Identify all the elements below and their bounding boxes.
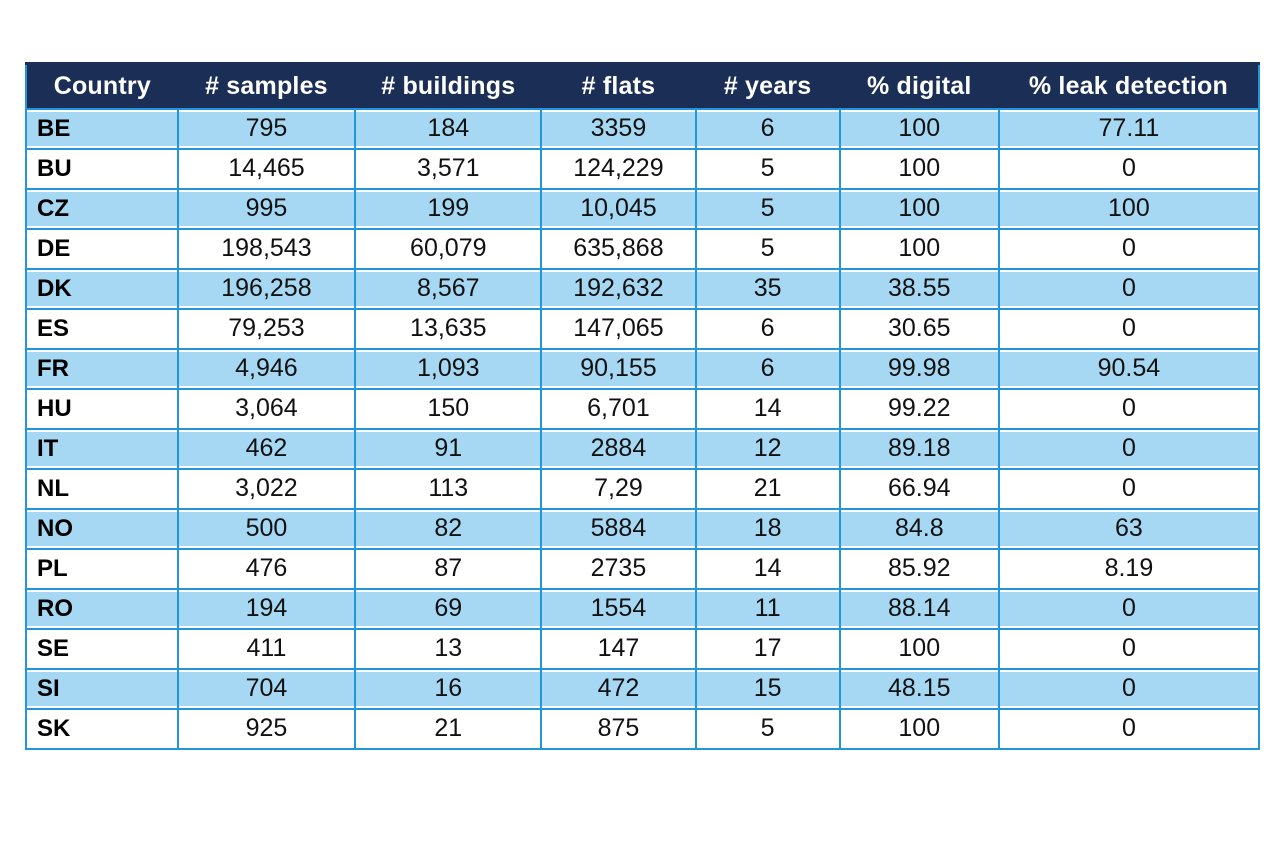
table-row <box>26 509 1259 549</box>
buildings-cell: 82 <box>355 509 541 549</box>
table-row <box>26 629 1259 669</box>
digital-cell: 100 <box>840 229 999 269</box>
column-header-country: Country <box>26 64 178 109</box>
table-row <box>26 309 1259 349</box>
years-cell: 14 <box>696 549 840 589</box>
samples-cell: 925 <box>178 709 356 749</box>
country-cell: IT <box>26 429 178 469</box>
flats-cell: 10,045 <box>541 189 695 229</box>
digital-cell: 88.14 <box>840 589 999 629</box>
buildings-cell: 113 <box>355 469 541 509</box>
country-cell: CZ <box>26 189 178 229</box>
leak-detection-cell: 0 <box>999 669 1259 709</box>
years-cell: 5 <box>696 709 840 749</box>
samples-cell: 198,543 <box>178 229 356 269</box>
buildings-cell: 8,567 <box>355 269 541 309</box>
country-cell: DE <box>26 229 178 269</box>
buildings-cell: 87 <box>355 549 541 589</box>
leak-detection-cell: 0 <box>999 469 1259 509</box>
leak-detection-cell: 0 <box>999 149 1259 189</box>
samples-cell: 194 <box>178 589 356 629</box>
table-row <box>26 429 1259 469</box>
years-cell: 6 <box>696 109 840 149</box>
years-cell: 15 <box>696 669 840 709</box>
flats-cell: 2884 <box>541 429 695 469</box>
flats-cell: 7,29 <box>541 469 695 509</box>
buildings-cell: 184 <box>355 109 541 149</box>
digital-cell: 100 <box>840 189 999 229</box>
leak-detection-cell: 0 <box>999 429 1259 469</box>
table-row <box>26 349 1259 389</box>
digital-cell: 100 <box>840 629 999 669</box>
digital-cell: 99.22 <box>840 389 999 429</box>
buildings-cell: 91 <box>355 429 541 469</box>
buildings-cell: 3,571 <box>355 149 541 189</box>
country-cell: SI <box>26 669 178 709</box>
buildings-cell: 13,635 <box>355 309 541 349</box>
column-header-buildings: # buildings <box>355 64 541 109</box>
digital-cell: 38.55 <box>840 269 999 309</box>
leak-detection-cell: 0 <box>999 269 1259 309</box>
table-row <box>26 549 1259 589</box>
leak-detection-cell: 100 <box>999 189 1259 229</box>
digital-cell: 100 <box>840 149 999 189</box>
leak-detection-cell: 0 <box>999 709 1259 749</box>
samples-cell: 14,465 <box>178 149 356 189</box>
years-cell: 17 <box>696 629 840 669</box>
flats-cell: 875 <box>541 709 695 749</box>
column-header-samples: # samples <box>178 64 356 109</box>
leak-detection-cell: 0 <box>999 389 1259 429</box>
digital-cell: 85.92 <box>840 549 999 589</box>
flats-cell: 6,701 <box>541 389 695 429</box>
flats-cell: 147,065 <box>541 309 695 349</box>
table-row <box>26 269 1259 309</box>
samples-cell: 500 <box>178 509 356 549</box>
digital-cell: 100 <box>840 109 999 149</box>
country-cell: RO <box>26 589 178 629</box>
table-row <box>26 589 1259 629</box>
column-header-years: # years <box>696 64 840 109</box>
country-cell: NO <box>26 509 178 549</box>
digital-cell: 100 <box>840 709 999 749</box>
flats-cell: 2735 <box>541 549 695 589</box>
table-body <box>26 109 1259 749</box>
country-cell: ES <box>26 309 178 349</box>
flats-cell: 3359 <box>541 109 695 149</box>
years-cell: 12 <box>696 429 840 469</box>
column-header-digital: % digital <box>840 64 999 109</box>
buildings-cell: 60,079 <box>355 229 541 269</box>
buildings-cell: 150 <box>355 389 541 429</box>
digital-cell: 48.15 <box>840 669 999 709</box>
flats-cell: 147 <box>541 629 695 669</box>
leak-detection-cell: 0 <box>999 309 1259 349</box>
years-cell: 5 <box>696 189 840 229</box>
country-cell: SK <box>26 709 178 749</box>
years-cell: 11 <box>696 589 840 629</box>
digital-cell: 89.18 <box>840 429 999 469</box>
years-cell: 18 <box>696 509 840 549</box>
years-cell: 6 <box>696 349 840 389</box>
country-cell: NL <box>26 469 178 509</box>
flats-cell: 635,868 <box>541 229 695 269</box>
years-cell: 5 <box>696 149 840 189</box>
country-cell: HU <box>26 389 178 429</box>
country-cell: BU <box>26 149 178 189</box>
table-row <box>26 229 1259 269</box>
leak-detection-cell: 0 <box>999 589 1259 629</box>
country-data-table <box>25 62 1260 750</box>
table-row <box>26 669 1259 709</box>
leak-detection-cell: 63 <box>999 509 1259 549</box>
samples-cell: 476 <box>178 549 356 589</box>
flats-cell: 1554 <box>541 589 695 629</box>
table-row <box>26 149 1259 189</box>
samples-cell: 795 <box>178 109 356 149</box>
leak-detection-cell: 0 <box>999 229 1259 269</box>
samples-cell: 3,022 <box>178 469 356 509</box>
table-header <box>26 64 1259 109</box>
flats-cell: 472 <box>541 669 695 709</box>
samples-cell: 462 <box>178 429 356 469</box>
years-cell: 5 <box>696 229 840 269</box>
flats-cell: 124,229 <box>541 149 695 189</box>
country-cell: PL <box>26 549 178 589</box>
flats-cell: 5884 <box>541 509 695 549</box>
years-cell: 35 <box>696 269 840 309</box>
samples-cell: 79,253 <box>178 309 356 349</box>
country-cell: DK <box>26 269 178 309</box>
leak-detection-cell: 8.19 <box>999 549 1259 589</box>
table-row <box>26 389 1259 429</box>
country-cell: BE <box>26 109 178 149</box>
years-cell: 6 <box>696 309 840 349</box>
table-row <box>26 189 1259 229</box>
samples-cell: 196,258 <box>178 269 356 309</box>
flats-cell: 90,155 <box>541 349 695 389</box>
column-header-leak-detection: % leak detection <box>999 64 1259 109</box>
country-cell: FR <box>26 349 178 389</box>
leak-detection-cell: 0 <box>999 629 1259 669</box>
years-cell: 14 <box>696 389 840 429</box>
buildings-cell: 21 <box>355 709 541 749</box>
buildings-cell: 16 <box>355 669 541 709</box>
digital-cell: 84.8 <box>840 509 999 549</box>
header-row <box>26 64 1259 109</box>
digital-cell: 30.65 <box>840 309 999 349</box>
samples-cell: 3,064 <box>178 389 356 429</box>
samples-cell: 411 <box>178 629 356 669</box>
digital-cell: 99.98 <box>840 349 999 389</box>
country-cell: SE <box>26 629 178 669</box>
buildings-cell: 69 <box>355 589 541 629</box>
digital-cell: 66.94 <box>840 469 999 509</box>
leak-detection-cell: 77.11 <box>999 109 1259 149</box>
flats-cell: 192,632 <box>541 269 695 309</box>
samples-cell: 995 <box>178 189 356 229</box>
buildings-cell: 1,093 <box>355 349 541 389</box>
years-cell: 21 <box>696 469 840 509</box>
table-row <box>26 109 1259 149</box>
buildings-cell: 199 <box>355 189 541 229</box>
samples-cell: 704 <box>178 669 356 709</box>
samples-cell: 4,946 <box>178 349 356 389</box>
column-header-flats: # flats <box>541 64 695 109</box>
table-row <box>26 469 1259 509</box>
leak-detection-cell: 90.54 <box>999 349 1259 389</box>
table-row <box>26 709 1259 749</box>
buildings-cell: 13 <box>355 629 541 669</box>
